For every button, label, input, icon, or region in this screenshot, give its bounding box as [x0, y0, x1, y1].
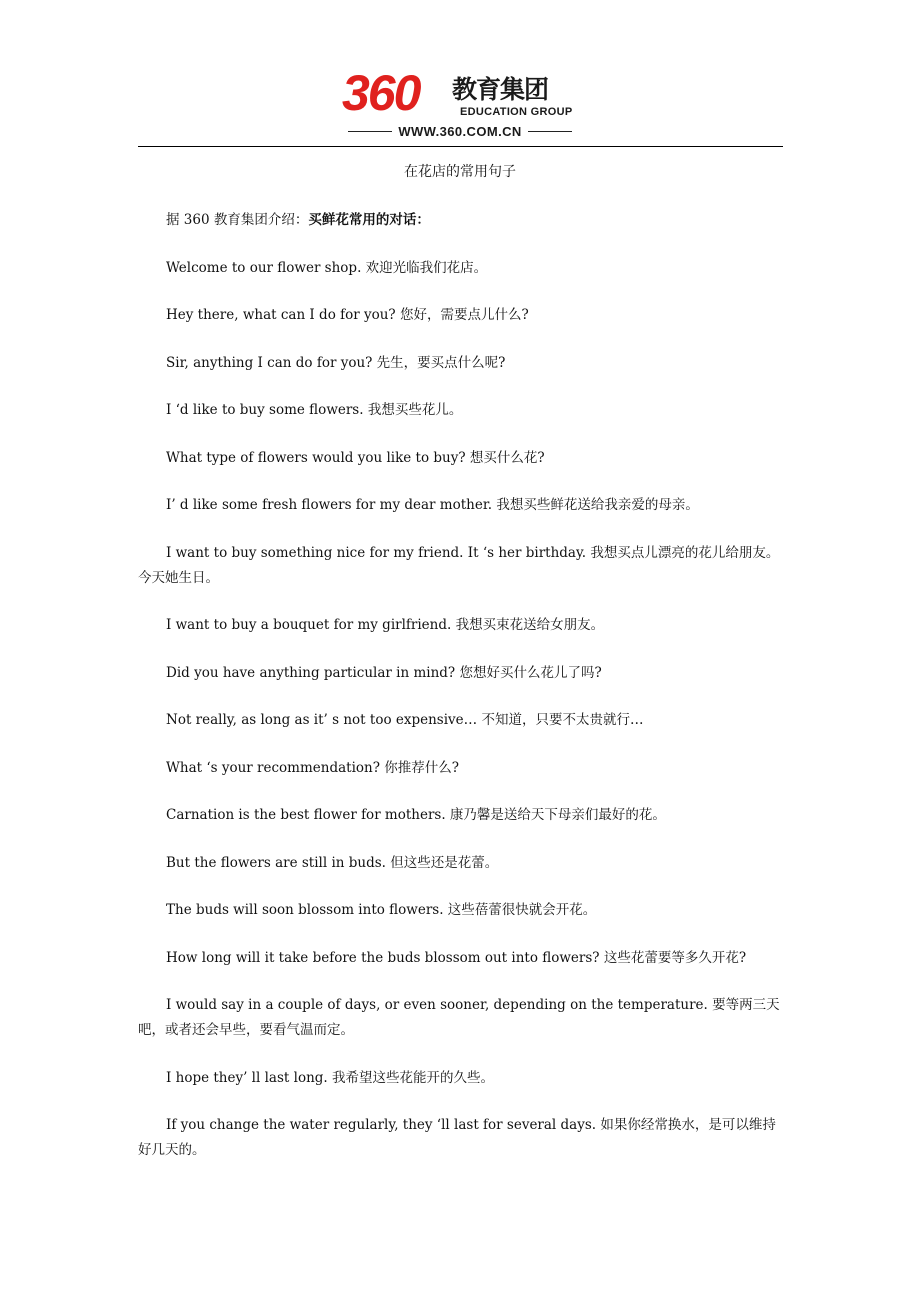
logo-chinese-name: 教育集团	[452, 75, 549, 104]
page-title: 在花店的常用句子	[404, 164, 516, 180]
logo-english-name: EDUCATION GROUP	[460, 106, 573, 118]
document-body	[138, 208, 788, 1186]
paragraph-17: I hope they’ ll last long. 我希望这些花能开的久些。	[166, 1069, 494, 1086]
logo-divider-left	[348, 131, 392, 132]
logo-website-row	[342, 122, 578, 140]
paragraph-15: How long will it take before the buds blossom out into flowers? 这些花蕾要等多久开花?	[166, 949, 747, 966]
paragraph-12: Carnation is the best flower for mothers. 康乃馨是送给天下母亲们最好的花。	[166, 807, 666, 823]
intro-bold: 买鲜花常用的对话：	[308, 212, 430, 228]
paragraph-5: What type of flowers would you like to buy? 想买什么花?	[166, 449, 545, 466]
paragraph-14: The buds will soon blossom into flowers. 这些蓓蕾很快就会开花。	[166, 902, 597, 918]
logo-360-education-group[interactable]	[342, 66, 582, 144]
logo-number: 360	[342, 65, 420, 121]
intro-paragraph	[138, 208, 788, 233]
paragraph-9: Did you have anything particular in mind? 您想好买什么花儿了吗?	[166, 664, 602, 681]
paragraph-2: Hey there, what can I do for you? 您好，需要点儿什么?	[166, 307, 529, 323]
paragraph-13: But the flowers are still in buds. 但这些还是花蕾。	[166, 854, 499, 871]
logo-website: WWW.360.COM.CN	[398, 123, 522, 139]
paragraph-6: I’ d like some fresh flowers for my dear mother. 我想买些鲜花送给我亲爱的母亲。	[166, 497, 699, 513]
paragraph-11: What ‘s your recommendation? 你推荐什么?	[166, 759, 459, 776]
intro-prefix: 据 360 教育集团介绍：	[166, 212, 309, 228]
logo-divider-right	[528, 131, 572, 132]
paragraph-3: Sir, anything I can do for you? 先生，要买点什么呢?	[166, 354, 506, 371]
paragraph-18: If you change the water regularly, they ‘ll last for several days. 如果你经常换水，是可以维持好几天的。	[138, 1117, 776, 1158]
header	[0, 66, 920, 146]
paragraph-16: I would say in a couple of days, or even sooner, depending on the temperature. 要等两三天吧，或者还会早些，要看气温而定。	[138, 997, 780, 1038]
paragraph-8: I want to buy a bouquet for my girlfriend. 我想买束花送给女朋友。	[166, 617, 605, 633]
paragraph-10: Not really, as long as it’ s not too expensive… 不知道，只要不太贵就行…	[166, 712, 644, 728]
paragraph-4: I ‘d like to buy some flowers. 我想买些花儿。	[166, 402, 463, 418]
paragraph-1: Welcome to our flower shop. 欢迎光临我们花店。	[166, 259, 488, 276]
paragraph-7: I want to buy something nice for my friend. It ‘s her birthday. 我想买点儿漂亮的花儿给朋友。今天她生日。	[138, 544, 780, 586]
header-rule	[138, 146, 783, 147]
